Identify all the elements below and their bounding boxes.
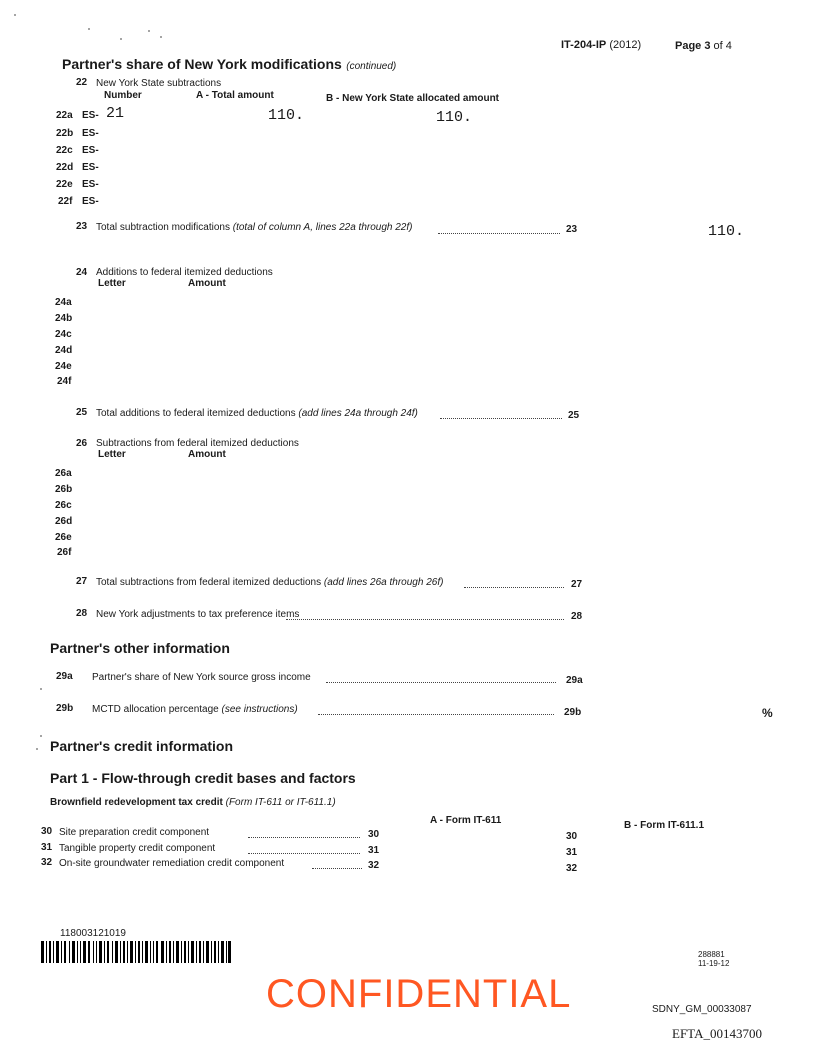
line-25-label: Total additions to federal itemized deductions (add lines 24a through 24f) — [96, 408, 418, 419]
line-25-number: 25 — [76, 407, 88, 418]
line-24-row[interactable]: 24e — [55, 361, 72, 372]
row-id: 22d — [56, 162, 74, 173]
line-number: 30 — [41, 826, 53, 837]
row-prefix: ES- — [82, 110, 99, 121]
line-29a-number: 29a — [56, 671, 73, 682]
line-23-value[interactable]: 110. — [708, 223, 745, 240]
row-prefix: ES- — [82, 162, 99, 173]
other-info-title: Partner's other information — [50, 640, 230, 656]
line-29b-label: MCTD allocation percentage (see instructions) — [92, 704, 298, 715]
line-label: Tangible property credit component — [59, 843, 216, 854]
line-28-label: New York adjustments to tax preference items — [96, 609, 300, 620]
line-24-row[interactable]: 24a — [55, 297, 72, 308]
col-letter-header: Letter — [98, 278, 126, 289]
line-28-number: 28 — [76, 608, 88, 619]
percent-sign: % — [762, 706, 773, 720]
form-codes: 288881 11-19-12 — [698, 950, 730, 968]
line-22-label: New York State subtractions — [96, 78, 222, 89]
row-id: 22b — [56, 128, 74, 139]
row-id: 22f — [58, 196, 73, 207]
line-22-number: 22 — [76, 77, 88, 88]
col-amount-header: Amount — [188, 449, 226, 460]
page-title: Partner's share of New York modifications (continued) — [62, 56, 397, 72]
box-b: 31 — [566, 847, 578, 858]
line-23-number: 23 — [76, 221, 88, 232]
line-24-row[interactable]: 24c — [55, 329, 72, 340]
line-26-row[interactable]: 26f — [57, 547, 72, 558]
line-24-row[interactable]: 24b — [55, 313, 73, 324]
brownfield-heading: Brownfield redevelopment tax credit (Form IT-611 or IT-611.1) — [50, 797, 336, 808]
line-23-box: 23 — [566, 224, 578, 235]
line-23-label: Total subtraction modifications (total of column A, lines 22a through 22f) — [96, 222, 413, 233]
credit-info-title: Partner's credit information — [50, 738, 234, 754]
subtraction-number[interactable]: 21 — [106, 105, 125, 122]
line-27-label: Total subtractions from federal itemized deductions (add lines 26a through 26f) — [96, 577, 444, 588]
form-id: IT-204-IP (2012) — [561, 39, 642, 51]
line-label: Site preparation credit component — [59, 827, 210, 838]
col-b-form-header: B - Form IT-611.1 — [624, 820, 705, 831]
line-label: On-site groundwater remediation credit component — [59, 858, 285, 869]
barcode-icon — [41, 941, 231, 963]
box-b: 32 — [566, 863, 578, 874]
line-29a-box: 29a — [566, 675, 583, 686]
confidential-stamp: CONFIDENTIAL — [266, 972, 572, 1016]
page-number: Page 3 of 4 — [675, 40, 732, 52]
row-prefix: ES- — [82, 179, 99, 190]
line-26-row[interactable]: 26c — [55, 500, 72, 511]
box-a: 32 — [368, 860, 380, 871]
barcode-number: 118003121019 — [60, 928, 126, 939]
line-26-row[interactable]: 26e — [55, 532, 72, 543]
line-27-box: 27 — [571, 579, 583, 590]
line-26-label: Subtractions from federal itemized deductions — [96, 438, 299, 449]
line-26-row[interactable]: 26b — [55, 484, 73, 495]
line-26-row[interactable]: 26d — [55, 516, 73, 527]
line-number: 31 — [41, 842, 53, 853]
row-prefix: ES- — [82, 145, 99, 156]
col-amount-header: Amount — [188, 278, 226, 289]
line-24-label: Additions to federal itemized deductions — [96, 267, 273, 278]
line-29a-label: Partner's share of New York source gross income — [92, 672, 311, 683]
row-prefix: ES- — [82, 128, 99, 139]
line-26-row[interactable]: 26a — [55, 468, 72, 479]
row-prefix: ES- — [82, 196, 99, 207]
row-id: 22c — [56, 145, 73, 156]
line-26-number: 26 — [76, 438, 88, 449]
efta-number: EFTA_00143700 — [672, 1026, 762, 1041]
col-b-header: B - New York State allocated amount — [326, 93, 500, 104]
line-29b-number: 29b — [56, 703, 74, 714]
col-a-header: A - Total amount — [196, 90, 274, 101]
part1-title: Part 1 - Flow-through credit bases and factors — [50, 770, 356, 786]
box-a: 31 — [368, 845, 380, 856]
box-b: 30 — [566, 831, 578, 842]
allocated-amount[interactable]: 110. — [436, 109, 473, 126]
line-28-box: 28 — [571, 611, 583, 622]
line-number: 32 — [41, 857, 53, 868]
line-24-number: 24 — [76, 267, 88, 278]
bates-number: SDNY_GM_00033087 — [652, 1004, 752, 1015]
col-letter-header: Letter — [98, 449, 126, 460]
line-29b-box: 29b — [564, 707, 582, 718]
row-id: 22a — [56, 110, 73, 121]
col-number-header: Number — [104, 90, 142, 101]
col-a-form-header: A - Form IT-611 — [430, 815, 502, 826]
line-24-row[interactable]: 24d — [55, 345, 73, 356]
line-27-number: 27 — [76, 576, 88, 587]
box-a: 30 — [368, 829, 380, 840]
line-25-box: 25 — [568, 410, 580, 421]
row-id: 22e — [56, 179, 73, 190]
total-amount[interactable]: 110. — [268, 107, 305, 124]
line-24-row[interactable]: 24f — [57, 376, 72, 387]
